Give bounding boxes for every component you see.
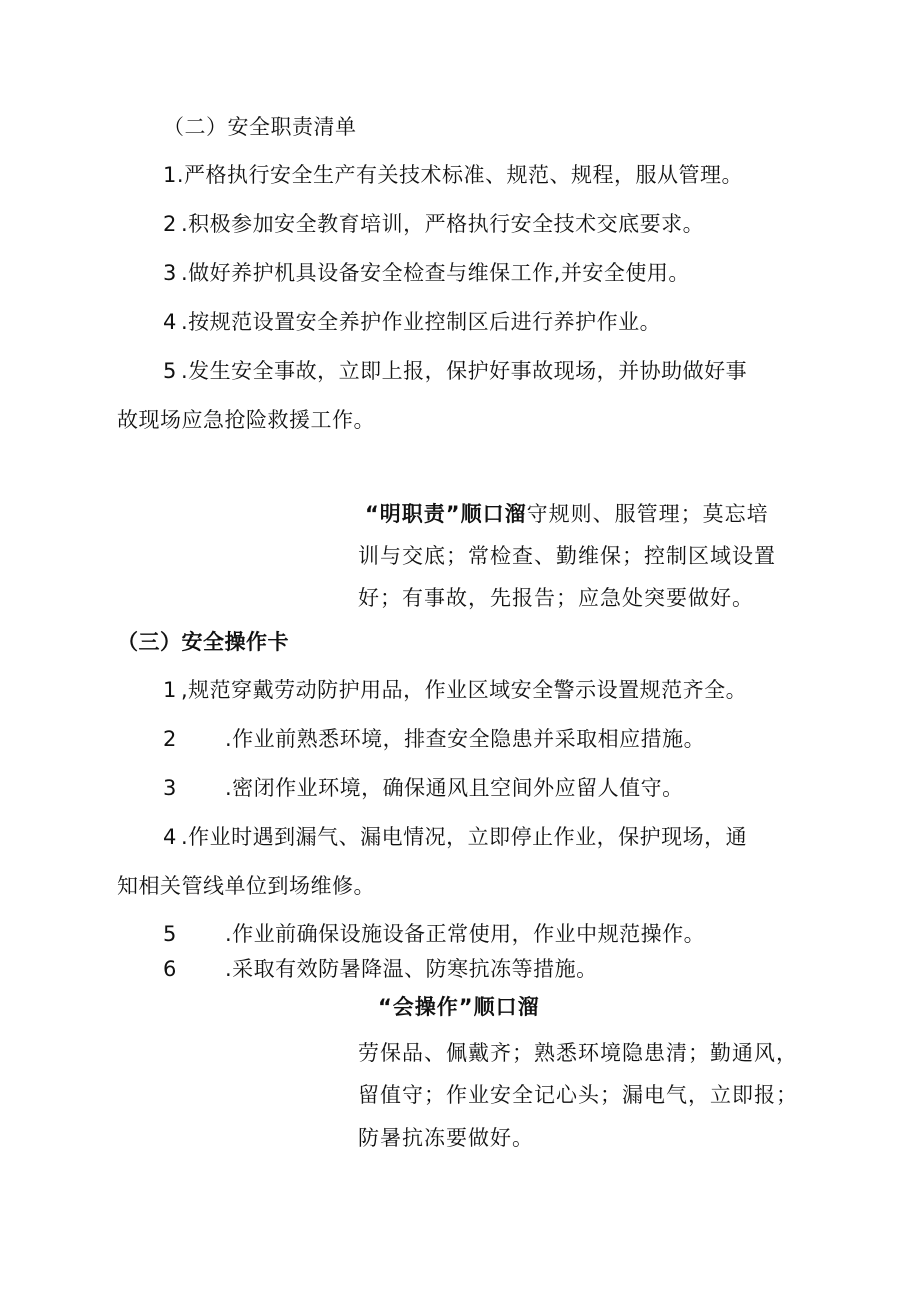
section3-item-4 (163, 823, 747, 851)
section3-heading: （三）安全操作卡 (117, 630, 289, 654)
section2-item-3 (163, 259, 690, 287)
item-number: 1. (163, 163, 185, 187)
item-text: .做好养护机具设备安全检查与维保工作,并安全使用。 (181, 261, 690, 285)
item-number: 6 (163, 957, 177, 981)
item-number: 3 (163, 776, 177, 800)
section3-item-1 (163, 676, 747, 704)
mnemonic-line-1: 劳保品、佩戴齐；熟悉环境隐患清；勤通风， (358, 1041, 798, 1065)
section3-item-6 (163, 955, 598, 983)
mnemonic-line-2: 训与交底；常检查、勤维保；控制区域设置 (358, 544, 776, 568)
section3-item-4-continuation: 知相关管线单位到场维修。 (117, 874, 375, 898)
item-text: ,规范穿戴劳动防护用品，作业区域安全警示设置规范齐全。 (181, 678, 748, 702)
item-text: 严格执行安全生产有关技术标准、规范、规程，服从管理。 (184, 163, 744, 187)
item-text: .按规范设置安全养护作业控制区后进行养护作业。 (181, 310, 662, 334)
section2-item-5-continuation: 故现场应急抢险救援工作。 (117, 408, 375, 432)
item-number: 1 (163, 678, 177, 702)
item-text: .积极参加安全教育培训，严格执行安全技术交底要求。 (181, 212, 705, 236)
item-text: .发生安全事故，立即上报，保护好事故现场，并协助做好事 (181, 359, 748, 383)
mnemonic-title: “会操作”顺口溜 (378, 995, 540, 1019)
section2-heading: （二）安全职责清单 (163, 115, 357, 139)
item-text: .密闭作业环境，确保通风且空间外应留人值守。 (225, 776, 684, 800)
section2-item-5 (163, 357, 747, 385)
section3-item-2 (163, 725, 705, 753)
item-text: .作业时遇到漏气、漏电情况，立即停止作业，保护现场，通 (181, 825, 748, 849)
item-number: 2 (163, 212, 177, 236)
item-number: 4 (163, 825, 177, 849)
item-text: .采取有效防暑降温、防寒抗冻等措施。 (225, 957, 598, 981)
item-text: .作业前确保设施设备正常使用，作业中规范操作。 (225, 922, 706, 946)
item-number: 2 (163, 727, 177, 751)
mnemonic-line-2: 留值守；作业安全记心头；漏电气，立即报； (358, 1083, 798, 1107)
item-number: 3 (163, 261, 177, 285)
section3-item-5 (163, 920, 705, 948)
item-number: 5 (163, 359, 177, 383)
mnemonic-text: 守规则、服管理；莫忘培 (526, 502, 769, 526)
mnemonic-title: “明职责”顺口溜 (365, 502, 527, 526)
section2-item-1 (163, 161, 743, 189)
section2-item-4 (163, 308, 661, 336)
mnemonic-line-1 (365, 500, 769, 528)
mnemonic-line-3: 好；有事故，先报告；应急处突要做好。 (358, 586, 754, 610)
item-number: 5 (163, 922, 177, 946)
section3-item-3 (163, 774, 684, 802)
mnemonic-line-3: 防暑抗冻要做好。 (358, 1126, 534, 1150)
item-text: .作业前熟悉环境，排查安全隐患并采取相应措施。 (225, 727, 706, 751)
item-number: 4 (163, 310, 177, 334)
section2-item-2 (163, 210, 704, 238)
